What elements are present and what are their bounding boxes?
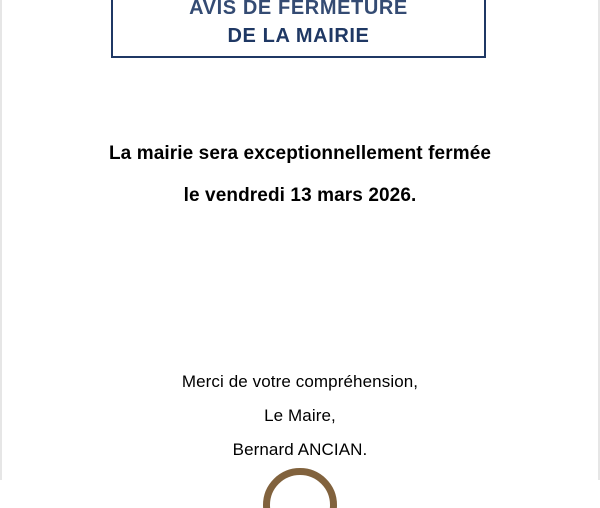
announcement-line-1: La mairie sera exceptionnellement fermée — [108, 143, 492, 164]
closing-line-signature: Bernard ANCIAN. — [232, 440, 368, 459]
title-line-clipped: AVIS DE FERMETURE — [189, 0, 408, 19]
official-seal-icon — [263, 468, 337, 508]
title-line-visible: DE LA MAIRIE — [227, 25, 370, 47]
closing-line-role: Le Maire, — [264, 406, 336, 425]
closing-line-thanks: Merci de votre compréhension, — [181, 372, 419, 391]
announcement-line-2: le vendredi 13 mars 2026. — [183, 185, 417, 206]
seal-ring — [263, 468, 337, 508]
title-box — [111, 0, 486, 58]
announcement-block — [0, 133, 600, 217]
title-box-content — [113, 0, 484, 50]
closing-block — [0, 365, 600, 467]
